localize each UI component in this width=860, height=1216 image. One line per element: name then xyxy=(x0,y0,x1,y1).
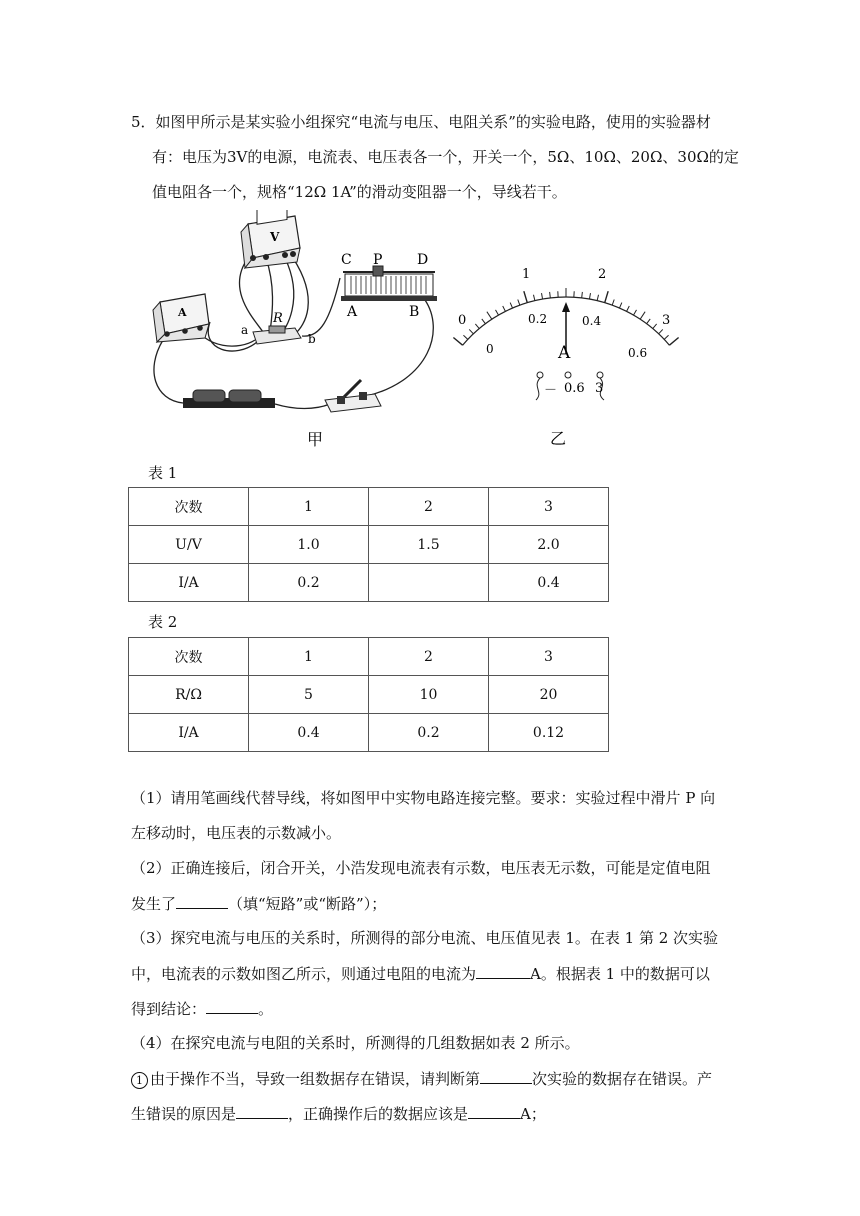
inner-scale-2: 0.4 xyxy=(582,314,602,328)
table-cell: 0.2 xyxy=(249,564,369,602)
table-cell: 2 xyxy=(369,488,489,526)
part4-text-b: 次实验的数据存在错误。产 xyxy=(532,1070,713,1088)
rheostat-p-label: P xyxy=(373,252,383,268)
question-line-1 xyxy=(131,112,711,132)
answer-blank-conclusion[interactable] xyxy=(206,998,258,1014)
table-cell: 5 xyxy=(249,676,369,714)
dial-tick xyxy=(612,300,614,306)
terminal-negative: － xyxy=(544,383,558,398)
ammeter-label: A xyxy=(178,306,187,319)
figure-jia-caption: 甲 xyxy=(307,430,324,449)
answer-blank-correct-value[interactable] xyxy=(468,1103,520,1119)
part4-line3 xyxy=(131,1103,546,1124)
table1-caption: 表 1 xyxy=(148,464,178,482)
part2-text-a: 发生了 xyxy=(131,895,177,913)
dial-tick xyxy=(627,306,630,311)
dial-tick xyxy=(619,303,621,309)
question-line-3: 值电阻各一个，规格“12Ω 1A”的滑动变阻器一个，导线若干。 xyxy=(152,183,567,201)
part3-line3 xyxy=(131,998,273,1019)
outer-scale-2: 2 xyxy=(598,267,607,282)
table-cell: 1 xyxy=(249,488,369,526)
table-row xyxy=(129,526,609,564)
table-cell: 0.12 xyxy=(489,714,609,752)
part3-line2 xyxy=(131,963,710,984)
dial-tick xyxy=(647,319,651,324)
dial-tick xyxy=(640,312,645,320)
dial-tick xyxy=(669,338,678,346)
dial-tick xyxy=(605,291,608,302)
part3-text-a: 中，电流表的示数如图乙所示，则通过电阻的电流为 xyxy=(131,965,477,983)
battery xyxy=(183,390,275,408)
part3-text-b: A。根据表 1 中的数据可以 xyxy=(530,965,710,983)
answer-blank-trial[interactable] xyxy=(480,1068,532,1084)
answer-blank-current[interactable] xyxy=(476,963,530,979)
answer-blank-reason[interactable] xyxy=(236,1103,288,1119)
table-row xyxy=(129,564,609,602)
part4-line2 xyxy=(131,1068,712,1089)
part4-line1: （4）在探究电流与电阻的关系时，所测得的几组数据如表 2 所示。 xyxy=(131,1034,580,1052)
rheostat-a-label: A xyxy=(347,304,358,320)
outer-scale-1: 1 xyxy=(522,267,531,282)
dial-tick xyxy=(510,303,512,309)
ammeter xyxy=(153,294,209,342)
table-cell: R/Ω xyxy=(129,676,249,714)
figure-yi-ammeter-dial xyxy=(448,262,688,452)
dial-tick xyxy=(659,329,663,333)
table-row xyxy=(129,676,609,714)
dial-tick xyxy=(664,335,668,339)
terminal-0-6: 0.6 xyxy=(564,381,585,396)
table-cell: 20 xyxy=(489,676,609,714)
terminal-b-label: b xyxy=(308,332,316,346)
dial-tick xyxy=(503,306,506,311)
dial-tick xyxy=(634,310,637,315)
terminal-3: 3 xyxy=(595,381,604,396)
dial-tick xyxy=(518,300,520,306)
dial-tick xyxy=(487,312,492,320)
part4-text-a: 由于操作不当，导致一组数据存在错误，请判断第 xyxy=(150,1070,481,1088)
table-cell: 1.0 xyxy=(249,526,369,564)
dial-tick xyxy=(453,338,462,346)
dial-tick xyxy=(550,292,551,298)
inner-scale-0: 0 xyxy=(486,342,494,356)
dial-unit: A xyxy=(558,343,571,363)
part2-line2 xyxy=(131,893,386,914)
table2-caption: 表 2 xyxy=(148,613,178,631)
part3-line1: （3）探究电流与电压的关系时，所测得的部分电流、电压值见表 1。在表 1 第 2 次实验 xyxy=(131,929,719,947)
rheostat-b-label: B xyxy=(409,304,420,320)
resistor-label: R xyxy=(273,311,283,326)
dial-tick xyxy=(533,295,534,301)
table-cell: 0.2 xyxy=(369,714,489,752)
dial-tick xyxy=(463,335,467,339)
dial-tick xyxy=(653,324,657,329)
outer-scale-3: 3 xyxy=(662,313,671,328)
table-cell: 次数 xyxy=(129,488,249,526)
dial-tick xyxy=(496,310,499,315)
dial-tick xyxy=(589,293,590,299)
inner-scale-1: 0.2 xyxy=(528,312,548,326)
answer-blank-short-open[interactable] xyxy=(176,893,228,909)
dial-tick xyxy=(475,324,479,329)
part1-line2: 左移动时，电压表的示数减小。 xyxy=(131,824,342,842)
terminal-a-label: a xyxy=(241,323,249,337)
outer-scale-0: 0 xyxy=(458,313,467,328)
rheostat-d-label: D xyxy=(417,252,429,268)
table-cell: 0.4 xyxy=(249,714,369,752)
table-1 xyxy=(128,487,609,602)
part2-line1: （2）正确连接后，闭合开关，小浩发现电流表有示数，电压表无示数，可能是定值电阻 xyxy=(131,859,711,877)
dial-tick xyxy=(524,291,527,302)
part4-text-c: 生错误的原因是 xyxy=(131,1105,237,1123)
part2-text-b: （填“短路”或“断路”）； xyxy=(228,895,387,913)
table-2 xyxy=(128,637,609,752)
table-cell xyxy=(369,564,489,602)
table-cell: 3 xyxy=(489,488,609,526)
figure-yi-caption: 乙 xyxy=(550,429,567,448)
part3-text-c: 得到结论： xyxy=(131,1000,207,1018)
part1-line1: （1）请用笔画线代替导线，将如图甲中实物电路连接完整。要求：实验过程中滑片 P 向 xyxy=(131,789,716,807)
table-cell: 0.4 xyxy=(489,564,609,602)
table-cell: 1 xyxy=(249,638,369,676)
inner-scale-3: 0.6 xyxy=(628,346,648,360)
part4-text-d: ，正确操作后的数据应该是 xyxy=(288,1105,469,1123)
dial-tick xyxy=(582,292,583,298)
dial-tick xyxy=(597,295,598,301)
part3-text-d: 。 xyxy=(258,1000,274,1018)
dial-tick xyxy=(482,319,486,324)
table-cell: 2 xyxy=(369,638,489,676)
table-cell: I/A xyxy=(129,714,249,752)
voltmeter xyxy=(241,210,300,268)
rheostat-c-label: C xyxy=(341,252,352,268)
dial-needle-head xyxy=(562,302,570,312)
circled-number-icon: 1 xyxy=(131,1072,148,1089)
table-cell: I/A xyxy=(129,564,249,602)
question-number: 5． xyxy=(131,113,156,131)
table-cell: 1.5 xyxy=(369,526,489,564)
dial-tick xyxy=(542,293,543,299)
figure-jia-circuit xyxy=(145,210,445,450)
table-cell: 2.0 xyxy=(489,526,609,564)
table-cell: 3 xyxy=(489,638,609,676)
part4-text-e: A； xyxy=(520,1105,546,1123)
voltmeter-label: V xyxy=(270,230,280,244)
table-cell: 次数 xyxy=(129,638,249,676)
dial-tick xyxy=(469,329,473,333)
table-row xyxy=(129,714,609,752)
question-text-1: 如图甲所示是某实验小组探究“电流与电压、电阻关系”的实验电路，使用的实验器材 xyxy=(155,113,711,131)
switch xyxy=(325,380,381,412)
table-row xyxy=(129,638,609,676)
rheostat xyxy=(341,252,437,320)
table-cell: U/V xyxy=(129,526,249,564)
table-row xyxy=(129,488,609,526)
table-cell: 10 xyxy=(369,676,489,714)
question-line-2: 有：电压为3V的电源，电流表、电压表各一个，开关一个，5Ω、10Ω、20Ω、30Ω的定 xyxy=(152,148,739,166)
